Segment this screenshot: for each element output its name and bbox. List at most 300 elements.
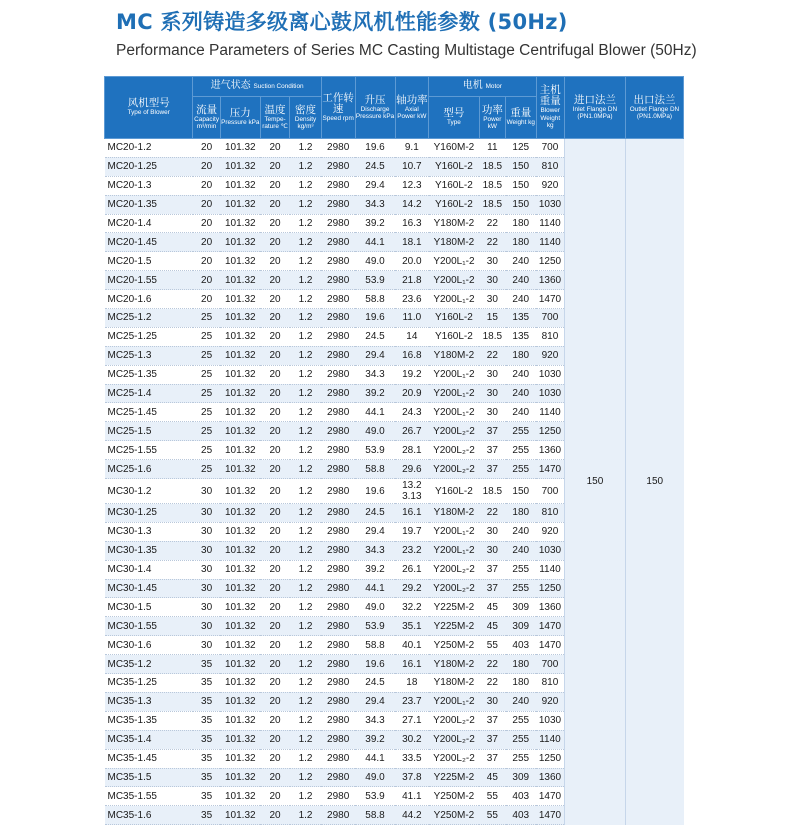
cell-model: MC35-1.2 (105, 655, 193, 674)
cell-temperature: 20 (260, 327, 289, 346)
cell-motor-type: Y160L-2 (429, 176, 480, 195)
cell-motor-weight: 240 (506, 365, 537, 384)
cell-motor-type: Y225M-2 (429, 768, 480, 787)
cell-speed: 2980 (321, 598, 355, 617)
cell-density: 1.2 (290, 541, 322, 560)
cell-temperature: 20 (260, 460, 289, 479)
cell-blower-weight: 1140 (536, 560, 564, 579)
cell-capacity: 35 (193, 692, 220, 711)
cell-discharge: 58.8 (355, 806, 395, 825)
cell-density: 1.2 (290, 290, 322, 309)
cell-speed: 2980 (321, 787, 355, 806)
cell-pressure: 101.32 (220, 214, 260, 233)
cell-discharge: 24.5 (355, 674, 395, 693)
cell-motor-power: 37 (479, 422, 505, 441)
cell-motor-weight: 180 (506, 346, 537, 365)
cell-speed: 2980 (321, 579, 355, 598)
cell-temperature: 20 (260, 479, 289, 504)
cell-motor-weight: 240 (506, 271, 537, 290)
cell-discharge: 39.2 (355, 384, 395, 403)
cell-axial-power: 41.1 (395, 787, 429, 806)
cell-discharge: 58.8 (355, 290, 395, 309)
cell-capacity: 20 (193, 139, 220, 158)
cell-model: MC35-1.25 (105, 674, 193, 693)
cell-temperature: 20 (260, 346, 289, 365)
cell-model: MC20-1.45 (105, 233, 193, 252)
cell-speed: 2980 (321, 139, 355, 158)
cell-pressure: 101.32 (220, 309, 260, 328)
cell-temperature: 20 (260, 176, 289, 195)
cell-model: MC20-1.3 (105, 176, 193, 195)
col-header-motor-power: 功率 Power kW (479, 97, 505, 139)
cell-density: 1.2 (290, 749, 322, 768)
cell-pressure: 101.32 (220, 441, 260, 460)
cell-discharge: 29.4 (355, 346, 395, 365)
cell-speed: 2980 (321, 479, 355, 504)
cell-capacity: 20 (193, 214, 220, 233)
cell-blower-weight: 1140 (536, 233, 564, 252)
cell-blower-weight: 1470 (536, 617, 564, 636)
cell-speed: 2980 (321, 233, 355, 252)
cell-blower-weight: 920 (536, 176, 564, 195)
cell-density: 1.2 (290, 233, 322, 252)
cell-pressure: 101.32 (220, 422, 260, 441)
cell-speed: 2980 (321, 541, 355, 560)
cell-model: MC20-1.6 (105, 290, 193, 309)
cell-density: 1.2 (290, 787, 322, 806)
cell-temperature: 20 (260, 504, 289, 523)
cell-pressure: 101.32 (220, 674, 260, 693)
cell-motor-power: 37 (479, 749, 505, 768)
cell-temperature: 20 (260, 655, 289, 674)
cell-temperature: 20 (260, 309, 289, 328)
cell-motor-type: Y200L₁-2 (429, 271, 480, 290)
col-header-discharge: 升压 Discharge Pressure kPa (355, 77, 395, 139)
cell-blower-weight: 700 (536, 309, 564, 328)
cell-motor-weight: 135 (506, 309, 537, 328)
cell-capacity: 30 (193, 560, 220, 579)
cell-motor-type: Y200L₁-2 (429, 541, 480, 560)
cell-motor-weight: 309 (506, 617, 537, 636)
cell-speed: 2980 (321, 346, 355, 365)
cell-motor-type: Y180M-2 (429, 346, 480, 365)
cell-motor-type: Y160L-2 (429, 479, 480, 504)
cell-axial-power: 12.3 (395, 176, 429, 195)
cell-discharge: 44.1 (355, 749, 395, 768)
cell-model: MC25-1.45 (105, 403, 193, 422)
cell-motor-type: Y200L₁-2 (429, 692, 480, 711)
cell-capacity: 30 (193, 579, 220, 598)
cell-axial-power: 40.1 (395, 636, 429, 655)
page-title-english: Performance Parameters of Series MC Casting Multistage Centrifugal Blower (50Hz) (116, 42, 697, 59)
cell-motor-type: Y200L₂-2 (429, 579, 480, 598)
cell-axial-power: 26.7 (395, 422, 429, 441)
cell-temperature: 20 (260, 598, 289, 617)
cell-discharge: 39.2 (355, 560, 395, 579)
cell-model: MC35-1.45 (105, 749, 193, 768)
cell-motor-power: 45 (479, 768, 505, 787)
cell-model: MC35-1.5 (105, 768, 193, 787)
cell-model: MC25-1.25 (105, 327, 193, 346)
cell-density: 1.2 (290, 730, 322, 749)
cell-blower-weight: 1030 (536, 365, 564, 384)
cell-axial-power: 13.2 3.13 (395, 479, 429, 504)
cell-motor-power: 30 (479, 384, 505, 403)
cell-motor-type: Y180M-2 (429, 674, 480, 693)
cell-axial-power: 10.7 (395, 157, 429, 176)
cell-motor-power: 30 (479, 403, 505, 422)
cell-density: 1.2 (290, 460, 322, 479)
cell-motor-weight: 403 (506, 636, 537, 655)
cell-axial-power: 16.3 (395, 214, 429, 233)
col-header-density: 密度 Density kg/m³ (290, 97, 322, 139)
cell-axial-power: 44.2 (395, 806, 429, 825)
cell-discharge: 49.0 (355, 598, 395, 617)
cell-motor-power: 22 (479, 214, 505, 233)
cell-motor-power: 22 (479, 233, 505, 252)
cell-capacity: 35 (193, 749, 220, 768)
cell-motor-weight: 180 (506, 504, 537, 523)
cell-axial-power: 18 (395, 674, 429, 693)
cell-capacity: 25 (193, 422, 220, 441)
cell-discharge: 49.0 (355, 252, 395, 271)
cell-model: MC20-1.5 (105, 252, 193, 271)
cell-model: MC35-1.6 (105, 806, 193, 825)
cell-motor-power: 22 (479, 346, 505, 365)
cell-motor-weight: 180 (506, 674, 537, 693)
cell-speed: 2980 (321, 504, 355, 523)
cell-capacity: 20 (193, 290, 220, 309)
cell-axial-power: 29.6 (395, 460, 429, 479)
cell-density: 1.2 (290, 422, 322, 441)
cell-density: 1.2 (290, 636, 322, 655)
cell-density: 1.2 (290, 617, 322, 636)
cell-motor-type: Y200L₂-2 (429, 730, 480, 749)
cell-axial-power: 14 (395, 327, 429, 346)
cell-axial-power: 32.2 (395, 598, 429, 617)
col-header-axial-power: 轴功率 Axial Power kW (395, 77, 429, 139)
cell-discharge: 29.4 (355, 522, 395, 541)
cell-speed: 2980 (321, 674, 355, 693)
cell-speed: 2980 (321, 214, 355, 233)
cell-axial-power: 19.2 (395, 365, 429, 384)
cell-capacity: 30 (193, 522, 220, 541)
cell-blower-weight: 1470 (536, 290, 564, 309)
cell-motor-type: Y160L-2 (429, 327, 480, 346)
col-header-blower-weight: 主机重量 Blower Weight kg (536, 77, 564, 139)
cell-blower-weight: 1470 (536, 460, 564, 479)
cell-pressure: 101.32 (220, 365, 260, 384)
cell-axial-power: 24.3 (395, 403, 429, 422)
col-group-suction: 进气状态 Suction Condition (193, 77, 321, 97)
cell-axial-power: 16.1 (395, 655, 429, 674)
cell-pressure: 101.32 (220, 252, 260, 271)
outlet-flange-value: 150 (625, 139, 683, 825)
cell-density: 1.2 (290, 252, 322, 271)
cell-motor-weight: 150 (506, 176, 537, 195)
cell-discharge: 34.3 (355, 195, 395, 214)
cell-blower-weight: 1250 (536, 579, 564, 598)
cell-model: MC25-1.3 (105, 346, 193, 365)
cell-pressure: 101.32 (220, 403, 260, 422)
cell-motor-power: 30 (479, 271, 505, 290)
cell-speed: 2980 (321, 252, 355, 271)
cell-density: 1.2 (290, 214, 322, 233)
cell-density: 1.2 (290, 157, 322, 176)
cell-model: MC30-1.3 (105, 522, 193, 541)
cell-capacity: 25 (193, 309, 220, 328)
cell-motor-type: Y250M-2 (429, 636, 480, 655)
cell-density: 1.2 (290, 806, 322, 825)
cell-model: MC25-1.5 (105, 422, 193, 441)
cell-motor-weight: 240 (506, 541, 537, 560)
cell-pressure: 101.32 (220, 327, 260, 346)
cell-capacity: 20 (193, 233, 220, 252)
cell-motor-type: Y180M-2 (429, 655, 480, 674)
cell-motor-weight: 255 (506, 460, 537, 479)
cell-blower-weight: 810 (536, 504, 564, 523)
cell-discharge: 34.3 (355, 365, 395, 384)
cell-blower-weight: 700 (536, 479, 564, 504)
cell-motor-type: Y200L₁-2 (429, 290, 480, 309)
cell-pressure: 101.32 (220, 176, 260, 195)
cell-model: MC20-1.35 (105, 195, 193, 214)
cell-density: 1.2 (290, 403, 322, 422)
cell-motor-weight: 255 (506, 579, 537, 598)
cell-axial-power: 27.1 (395, 711, 429, 730)
cell-speed: 2980 (321, 711, 355, 730)
cell-blower-weight: 700 (536, 655, 564, 674)
cell-pressure: 101.32 (220, 290, 260, 309)
cell-axial-power: 18.1 (395, 233, 429, 252)
cell-motor-type: Y200L₁-2 (429, 252, 480, 271)
cell-capacity: 35 (193, 730, 220, 749)
cell-density: 1.2 (290, 711, 322, 730)
cell-motor-power: 22 (479, 504, 505, 523)
cell-discharge: 53.9 (355, 787, 395, 806)
cell-motor-power: 22 (479, 655, 505, 674)
cell-motor-power: 45 (479, 617, 505, 636)
cell-temperature: 20 (260, 730, 289, 749)
cell-pressure: 101.32 (220, 195, 260, 214)
cell-pressure: 101.32 (220, 598, 260, 617)
cell-temperature: 20 (260, 290, 289, 309)
cell-density: 1.2 (290, 176, 322, 195)
cell-capacity: 35 (193, 674, 220, 693)
cell-temperature: 20 (260, 365, 289, 384)
cell-pressure: 101.32 (220, 346, 260, 365)
cell-density: 1.2 (290, 768, 322, 787)
cell-temperature: 20 (260, 749, 289, 768)
cell-capacity: 30 (193, 504, 220, 523)
cell-model: MC35-1.3 (105, 692, 193, 711)
cell-speed: 2980 (321, 441, 355, 460)
cell-pressure: 101.32 (220, 579, 260, 598)
cell-speed: 2980 (321, 806, 355, 825)
cell-temperature: 20 (260, 271, 289, 290)
cell-capacity: 35 (193, 655, 220, 674)
cell-motor-type: Y200L₁-2 (429, 403, 480, 422)
cell-density: 1.2 (290, 365, 322, 384)
cell-discharge: 29.4 (355, 176, 395, 195)
cell-axial-power: 26.1 (395, 560, 429, 579)
cell-motor-weight: 255 (506, 730, 537, 749)
cell-discharge: 53.9 (355, 271, 395, 290)
cell-motor-weight: 180 (506, 214, 537, 233)
cell-temperature: 20 (260, 579, 289, 598)
cell-speed: 2980 (321, 365, 355, 384)
col-header-pressure: 压力 Pressure kPa (220, 97, 260, 139)
cell-pressure: 101.32 (220, 271, 260, 290)
col-header-capacity: 流量 Capacity m³/min (193, 97, 220, 139)
table-row (105, 139, 684, 158)
cell-model: MC30-1.55 (105, 617, 193, 636)
cell-motor-type: Y160L-2 (429, 195, 480, 214)
cell-model: MC30-1.35 (105, 541, 193, 560)
page-title-chinese: MC 系列铸造多级离心鼓风机性能参数 (50Hz) (116, 10, 568, 34)
cell-pressure: 101.32 (220, 460, 260, 479)
cell-blower-weight: 1360 (536, 768, 564, 787)
cell-motor-power: 18.5 (479, 479, 505, 504)
cell-density: 1.2 (290, 674, 322, 693)
cell-temperature: 20 (260, 806, 289, 825)
cell-capacity: 20 (193, 252, 220, 271)
cell-pressure: 101.32 (220, 787, 260, 806)
cell-motor-power: 37 (479, 730, 505, 749)
cell-motor-weight: 309 (506, 598, 537, 617)
cell-motor-power: 37 (479, 560, 505, 579)
cell-model: MC30-1.4 (105, 560, 193, 579)
cell-model: MC25-1.35 (105, 365, 193, 384)
cell-blower-weight: 1470 (536, 636, 564, 655)
cell-blower-weight: 1250 (536, 749, 564, 768)
cell-pressure: 101.32 (220, 636, 260, 655)
cell-motor-type: Y180M-2 (429, 504, 480, 523)
cell-temperature: 20 (260, 252, 289, 271)
cell-model: MC25-1.55 (105, 441, 193, 460)
cell-axial-power: 28.1 (395, 441, 429, 460)
cell-density: 1.2 (290, 479, 322, 504)
cell-axial-power: 20.9 (395, 384, 429, 403)
cell-axial-power: 16.8 (395, 346, 429, 365)
cell-blower-weight: 1030 (536, 711, 564, 730)
col-header-motor-type: 型号 Type (429, 97, 480, 139)
cell-discharge: 49.0 (355, 422, 395, 441)
cell-discharge: 53.9 (355, 441, 395, 460)
cell-motor-power: 37 (479, 579, 505, 598)
cell-capacity: 25 (193, 384, 220, 403)
cell-pressure: 101.32 (220, 157, 260, 176)
cell-speed: 2980 (321, 271, 355, 290)
cell-speed: 2980 (321, 422, 355, 441)
cell-model: MC30-1.2 (105, 479, 193, 504)
cell-capacity: 25 (193, 441, 220, 460)
cell-motor-type: Y180M-2 (429, 214, 480, 233)
cell-blower-weight: 810 (536, 327, 564, 346)
cell-pressure: 101.32 (220, 730, 260, 749)
cell-density: 1.2 (290, 441, 322, 460)
cell-blower-weight: 1030 (536, 195, 564, 214)
cell-speed: 2980 (321, 327, 355, 346)
cell-axial-power: 23.2 (395, 541, 429, 560)
cell-axial-power: 9.1 (395, 139, 429, 158)
col-header-speed: 工作转速 Speed rpm (321, 77, 355, 139)
cell-discharge: 19.6 (355, 139, 395, 158)
cell-motor-weight: 180 (506, 233, 537, 252)
cell-blower-weight: 810 (536, 674, 564, 693)
cell-motor-type: Y200L₂-2 (429, 711, 480, 730)
cell-discharge: 24.5 (355, 327, 395, 346)
cell-discharge: 44.1 (355, 579, 395, 598)
cell-discharge: 29.4 (355, 692, 395, 711)
cell-pressure: 101.32 (220, 541, 260, 560)
cell-motor-type: Y200L₂-2 (429, 560, 480, 579)
cell-speed: 2980 (321, 522, 355, 541)
cell-speed: 2980 (321, 768, 355, 787)
cell-motor-power: 18.5 (479, 157, 505, 176)
table-body (105, 139, 684, 825)
cell-temperature: 20 (260, 711, 289, 730)
cell-temperature: 20 (260, 617, 289, 636)
cell-density: 1.2 (290, 579, 322, 598)
cell-motor-type: Y200L₁-2 (429, 522, 480, 541)
cell-motor-type: Y200L₁-2 (429, 365, 480, 384)
cell-capacity: 35 (193, 806, 220, 825)
cell-temperature: 20 (260, 768, 289, 787)
cell-capacity: 20 (193, 271, 220, 290)
cell-capacity: 35 (193, 711, 220, 730)
cell-density: 1.2 (290, 692, 322, 711)
cell-axial-power: 29.2 (395, 579, 429, 598)
cell-pressure: 101.32 (220, 617, 260, 636)
cell-speed: 2980 (321, 384, 355, 403)
cell-blower-weight: 700 (536, 139, 564, 158)
cell-speed: 2980 (321, 403, 355, 422)
cell-blower-weight: 810 (536, 157, 564, 176)
cell-blower-weight: 1250 (536, 252, 564, 271)
cell-motor-type: Y200L₂-2 (429, 441, 480, 460)
cell-density: 1.2 (290, 384, 322, 403)
cell-model: MC30-1.25 (105, 504, 193, 523)
cell-motor-weight: 240 (506, 252, 537, 271)
cell-discharge: 24.5 (355, 157, 395, 176)
cell-motor-power: 37 (479, 460, 505, 479)
cell-motor-power: 22 (479, 674, 505, 693)
cell-pressure: 101.32 (220, 806, 260, 825)
cell-temperature: 20 (260, 195, 289, 214)
cell-model: MC20-1.25 (105, 157, 193, 176)
cell-temperature: 20 (260, 384, 289, 403)
cell-discharge: 39.2 (355, 214, 395, 233)
cell-density: 1.2 (290, 522, 322, 541)
cell-density: 1.2 (290, 195, 322, 214)
cell-motor-type: Y180M-2 (429, 233, 480, 252)
cell-motor-power: 18.5 (479, 176, 505, 195)
cell-motor-weight: 255 (506, 441, 537, 460)
cell-model: MC35-1.35 (105, 711, 193, 730)
cell-motor-weight: 150 (506, 479, 537, 504)
cell-motor-power: 18.5 (479, 327, 505, 346)
cell-motor-power: 55 (479, 787, 505, 806)
cell-capacity: 35 (193, 768, 220, 787)
cell-temperature: 20 (260, 636, 289, 655)
cell-motor-weight: 255 (506, 749, 537, 768)
cell-pressure: 101.32 (220, 139, 260, 158)
cell-speed: 2980 (321, 157, 355, 176)
cell-motor-type: Y225M-2 (429, 617, 480, 636)
cell-discharge: 58.8 (355, 636, 395, 655)
cell-capacity: 20 (193, 195, 220, 214)
